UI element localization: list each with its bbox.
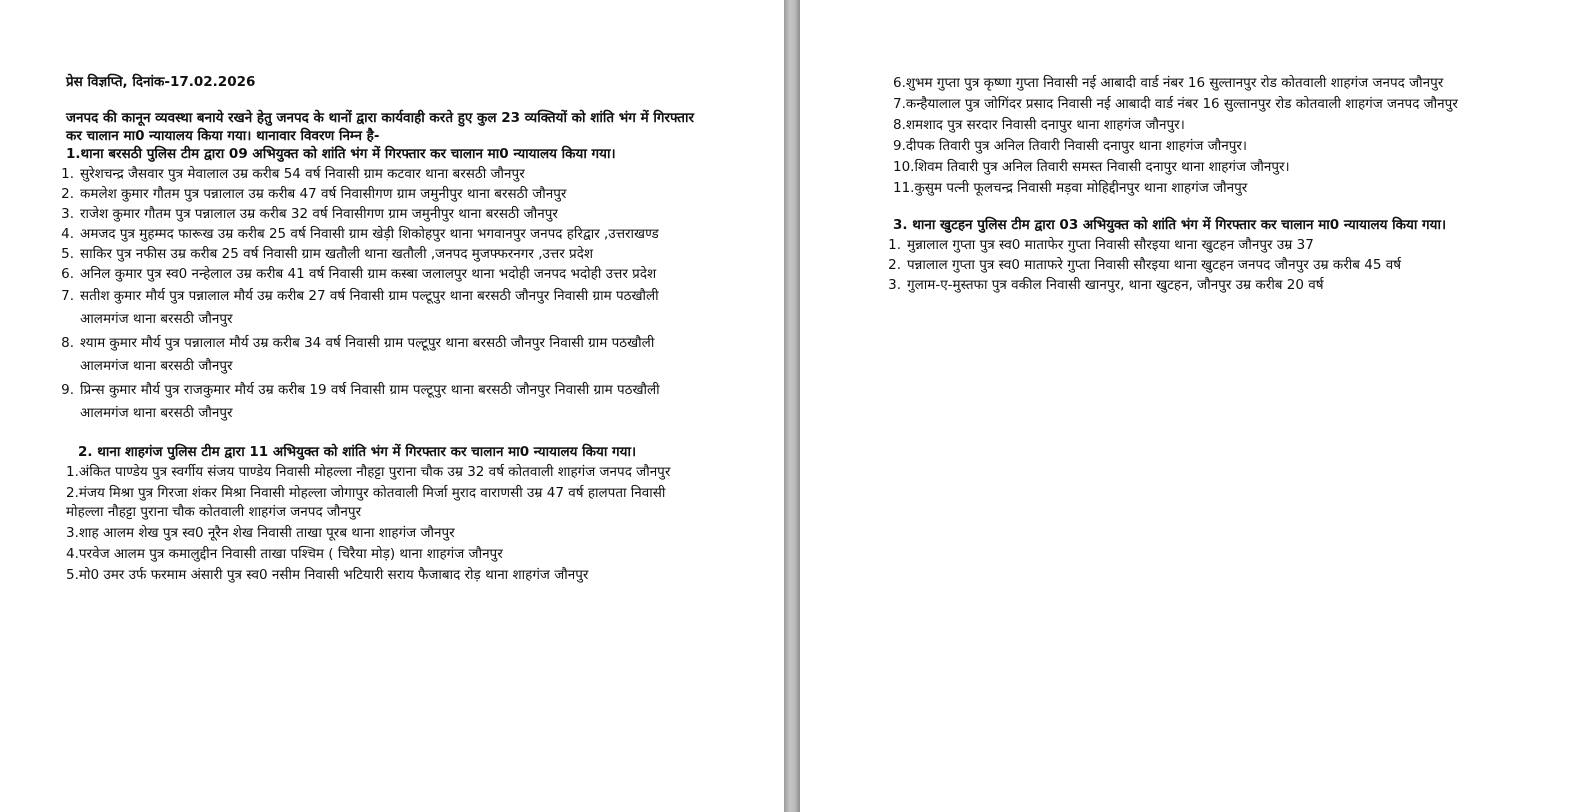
list-item: 8.शमशाद पुत्र सरदार निवासी दनापुर थाना शाहगंज जौनपुर।: [893, 117, 1185, 133]
page-left-content: [61, 72, 706, 587]
section3-heading: 3. थाना खुटहन पुलिस टीम द्वारा 03 अभियुक्त को शांति भंग में गिरफ्तार कर चालान मा0 न्यायालय किया गया।: [893, 217, 1447, 233]
list-item: 1. मुन्नालाल गुप्ता पुत्र स्व0 माताफेर गुप्ता निवासी सौरइया थाना खुटहन जौनपुर उम्र 37: [888, 237, 1314, 253]
list-item: 9. प्रिन्स कुमार मौर्य पुत्र राजकुमार मौर्य उम्र करीब 19 वर्ष निवासी ग्राम पल्टूपुर थाना बरसठी जौनपुर निवासी ग्राम पठखौली आलमगंज थाना बरसठी जौनपुर: [61, 382, 660, 421]
page-right-content: [888, 74, 1518, 296]
list-item: 3. राजेश कुमार गौतम पुत्र पन्नालाल उम्र करीब 32 वर्ष निवासीगण ग्राम जमुनीपुर थाना बरसठी जौनपुर: [61, 206, 558, 222]
section2-heading: 2. थाना शाहगंज पुलिस टीम द्वारा 11 अभियुक्त को शांति भंग में गिरफ्तार कर चालान मा0 न्यायालय किया गया।: [78, 444, 637, 460]
list-item: 6. अनिल कुमार पुत्र स्व0 नन्हेलाल उम्र करीब 41 वर्ष निवासी ग्राम कस्बा जलालपुर थाना भदोही जनपद भदोही उत्तर प्रदेश: [61, 266, 657, 282]
list-item: 11.कुसुम पत्नी फूलचन्द्र निवासी मड़वा मोहिद्दीनपुर थाना शाहगंज जौनपुर: [893, 180, 1248, 196]
intro-paragraph: जनपद की कानून व्यवस्था बनाये रखने हेतु जनपद के थानों द्वारा कार्यवाही करते हुए कुल 23 व्यक्तियों को शांति भंग में गिरफ्तार कर चालान मा0 न्यायालय किया गया। थानावार विवरण निम्न है-: [66, 110, 694, 144]
list-item: 2. कमलेश कुमार गौतम पुत्र पन्नालाल उम्र करीब 47 वर्ष निवासीगण ग्राम जमुनीपुर थाना बरसठी जौनपुर: [61, 186, 567, 202]
list-item: 2.मंजय मिश्रा पुत्र गिरजा शंकर मिश्रा निवासी मोहल्ला जोगापुर कोतवाली मिर्जा मुराद वाराणसी उम्र 47 वर्ष हालपता निवासी मोहल्ला नौहट्टा पुराना चौक कोतवाली शाहगंज जनपद जौनपुर: [66, 485, 666, 520]
list-item: 5.मो0 उमर उर्फ फरमाम अंसारी पुत्र स्व0 नसीम निवासी भटियारी सराय फैजाबाद रोड़ थाना शाहगंज जौनपुर: [66, 567, 589, 583]
list-item: 2. पन्नालाल गुप्ता पुत्र स्व0 माताफरे गुप्ता निवासी सौरइया थाना खुटहन जनपद जौनपुर उम्र करीब 45 वर्ष: [888, 257, 1402, 273]
document-page-left: [0, 0, 784, 812]
document-page-right: [800, 0, 1579, 812]
list-item: 5. साकिर पुत्र नफीस उम्र करीब 25 वर्ष निवासी ग्राम खतौली थाना खतौली ,जनपद मुजफ्फरनगर ,उत्तर प्रदेश: [61, 246, 594, 262]
section1-heading: 1.थाना बरसठी पुलिस टीम द्वारा 09 अभियुक्त को शांति भंग में गिरफ्तार कर चालान मा0 न्यायालय किया गया।: [66, 146, 616, 162]
section2-list-left: [66, 463, 706, 585]
list-item: 1. सुरेशचन्द्र जैसवार पुत्र मेवालाल उम्र करीब 54 वर्ष निवासी ग्राम कटवार थाना बरसठी जौनपुर: [61, 166, 525, 182]
list-item: 8. श्याम कुमार मौर्य पुत्र पन्नालाल मौर्य उम्र करीब 34 वर्ष निवासी ग्राम पल्टूपुर थाना बरसठी जौनपुर निवासी ग्राम पठखौली आलमगंज थाना बरसठी जौनपुर: [61, 335, 655, 374]
page-divider: [784, 0, 800, 812]
list-item: 4.परवेज आलम पुत्र कमालुद्दीन निवासी ताखा पश्चिम ( चिरैया मोड़) थाना शाहगंज जौनपुर: [66, 546, 503, 562]
list-item: 7.कन्हैयालाल पुत्र जोगिंदर प्रसाद निवासी नई आबादी वार्ड नंबर 16 सुल्तानपुर रोड कोतवाली शाहगंज जनपद जौनपुर: [893, 96, 1458, 112]
section3-list: [888, 236, 1518, 295]
section1-list: [61, 165, 706, 425]
list-item: 10.शिवम तिवारी पुत्र अनिल तिवारी समस्त निवासी दनापुर थाना शाहगंज जौनपुर।: [893, 159, 1290, 175]
list-item: 6.शुभम गुप्ता पुत्र कृष्णा गुप्ता निवासी नई आबादी वार्ड नंबर 16 सुल्तानपुर रोड कोतवाली शाहगंज जनपद जौनपुर: [893, 75, 1444, 91]
section2-list-right: [893, 74, 1518, 198]
press-release-title: प्रेस विज्ञप्ति, दिनांक-17.02.2026: [66, 74, 256, 90]
list-item: 7. सतीश कुमार मौर्य पुत्र पन्नालाल मौर्य उम्र करीब 27 वर्ष निवासी ग्राम पल्टूपुर थाना बरसठी जौनपुर निवासी ग्राम पठखौली आलमगंज थाना बरसठी जौनपुर: [61, 288, 659, 327]
list-item: 4. अमजद पुत्र मुहम्मद फारूख उम्र करीब 25 वर्ष निवासी ग्राम खेड़ी शिकोहपुर थाना भगवानपुर जनपद हरिद्वार ,उत्तराखण्ड: [61, 226, 659, 242]
list-item: 9.दीपक तिवारी पुत्र अनिल तिवारी निवासी दनापुर थाना शाहगंज जौनपुर।: [893, 138, 1248, 154]
list-item: 1.अंकित पाण्डेय पुत्र स्वर्गीय संजय पाण्डेय निवासी मोहल्ला नौहट्टा पुराना चौक उम्र 32 वर्ष कोतवाली शाहगंज जनपद जौनपुर: [66, 464, 671, 480]
list-item: 3.शाह आलम शेख पुत्र स्व0 नूरैन शेख निवासी ताखा पूरब थाना शाहगंज जौनपुर: [66, 525, 455, 541]
list-item: 3. गुलाम-ए-मुस्तफा पुत्र वकील निवासी खानपुर, थाना खुटहन, जौनपुर उम्र करीब 20 वर्ष: [888, 277, 1324, 293]
